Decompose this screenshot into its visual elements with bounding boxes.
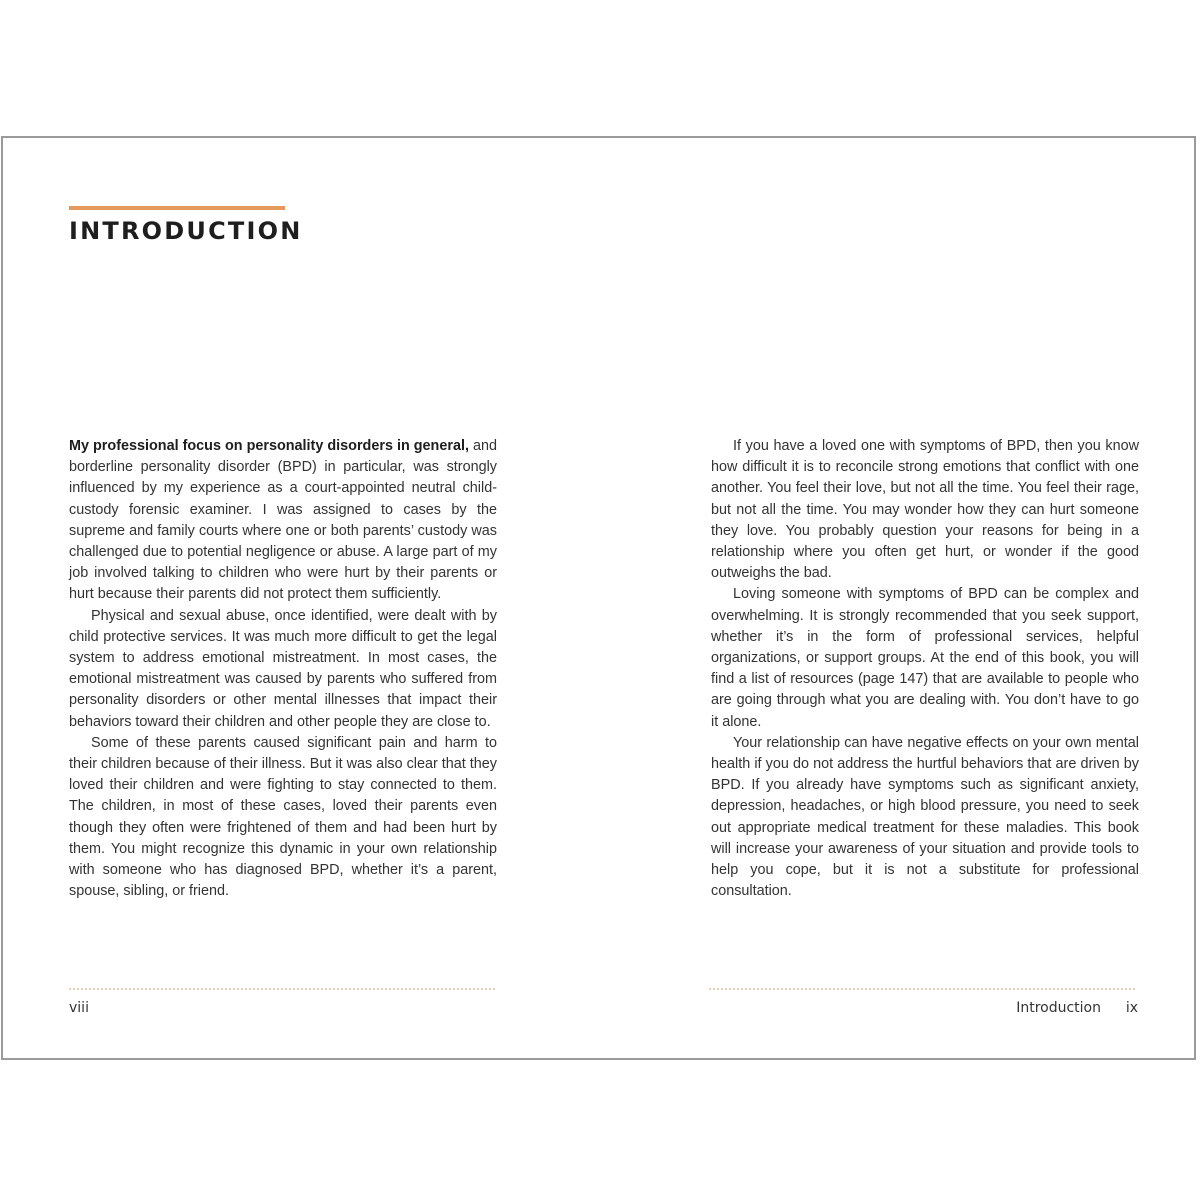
- body-paragraph: Your relationship can have negative effects on your own mental health if you do not address the hurtful behaviors that are driven by BPD. If you already have symptoms such as significant anxiety, depression, headaches, or high blood pressure, you need to seek out appropriate medical treatment for these maladies. This book will increase your awareness of your situation and provide tools to help you cope, but it is not a substitute for professional consultation.: [711, 734, 1139, 900]
- right-body-text: [711, 436, 1139, 902]
- page-number: viii: [69, 1000, 89, 1016]
- left-page: [3, 138, 601, 1058]
- body-paragraph: Some of these parents caused significant pain and harm to their children because of their illness. But it was also clear that they loved their children and were fighting to stay connected to them. The children, in most of these cases, loved their parents even though they often were frightened of them and had been hurt by them. You might recognize this dynamic in your own relationship with someone who has diagnosed BPD, whether it’s a parent, spouse, sibling, or friend.: [69, 734, 497, 900]
- body-paragraph: [69, 436, 497, 606]
- book-spread: [1, 136, 1196, 1060]
- lead-in-text: My professional focus on personality disorders in general,: [69, 438, 469, 454]
- paragraph-text: and borderline personality disorder (BPD) in particular, was strongly influenced by my experience as a court-appointed neutral child-custody forensic examiner. I was assigned to cases by the supreme and family courts where one or both parents’ custody was challenged due to potential negligence or abuse. A large part of my job involved talking to children who were hurt by their parents or hurt because their parents did not protect them sufficiently.: [69, 438, 498, 603]
- running-head: Introduction: [1016, 1000, 1101, 1016]
- left-body-text: [69, 436, 497, 902]
- body-paragraph: Loving someone with symptoms of BPD can be complex and overwhelming. It is strongly recommended that you seek support, whether it’s in the form of professional services, helpful organizations, or support groups. At the end of this book, you will find a list of resources (page 147) that are available to people who are going through what you are dealing with. You don’t have to go it alone.: [711, 586, 1139, 730]
- chapter-title: INTRODUCTION: [69, 217, 303, 245]
- chapter-title-rule: [69, 206, 285, 210]
- footer-dotted-rule: [69, 988, 495, 990]
- body-paragraph: If you have a loved one with symptoms of BPD, then you know how difficult it is to reconcile strong emotions that conflict with one another. You feel their love, but not all the time. You feel their rage, but not all the time. You may wonder how they can hurt someone they love. You probably question your reasons for being in a relationship where you often get hurt, or wonder if the good outweighs the bad.: [711, 438, 1139, 582]
- body-paragraph: Physical and sexual abuse, once identified, were dealt with by child protective services. It was much more difficult to get the legal system to address emotional mistreatment. In most cases, the emotional mistreatment was caused by parents who suffered from personality disorders or other mental illnesses that impact their behaviors toward their children and other people they are close to.: [69, 607, 497, 730]
- footer-dotted-rule: [709, 988, 1135, 990]
- page-number: ix: [1125, 1000, 1138, 1016]
- right-page: [601, 138, 1198, 1058]
